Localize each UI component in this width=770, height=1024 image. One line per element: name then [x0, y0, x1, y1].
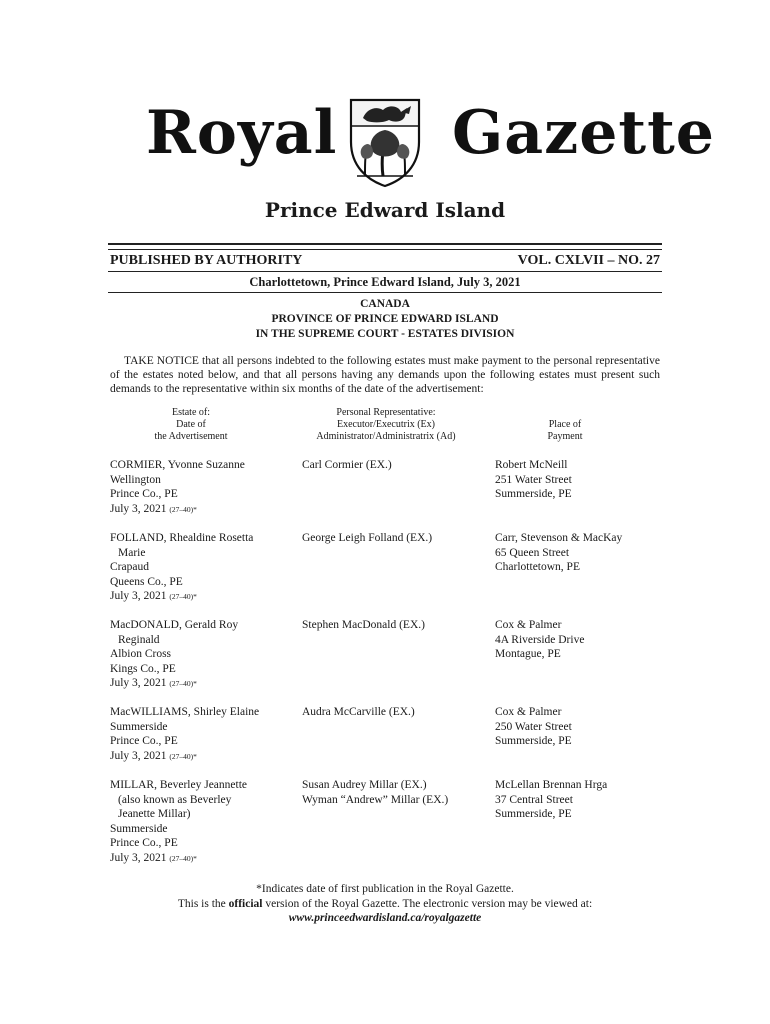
notice-paragraph: [110, 354, 660, 396]
publication-ref: (27–40)*: [169, 592, 197, 602]
representative-details: [302, 778, 492, 807]
estate-date-line: [110, 589, 295, 605]
estate-location: Crapaud: [110, 561, 149, 574]
footnote-asterisk: *Indicates date of first publication in the Royal Gazette.: [256, 883, 514, 895]
column-header-line: Place of: [548, 419, 582, 430]
estate-name: FOLLAND, Rhealdine Rosetta: [110, 532, 254, 544]
column-header-line: Administrator/Administratrix (Ad): [316, 431, 456, 442]
publication-ref: (27–40)*: [169, 853, 197, 863]
court-province: PROVINCE OF PRINCE EDWARD ISLAND: [271, 313, 499, 325]
representative-name: Stephen MacDonald (EX.): [302, 619, 425, 631]
publication-ref: (27–40)*: [169, 751, 197, 761]
column-header-line: Executor/Executrix (Ex): [336, 419, 435, 430]
publication-ref: (27–40)*: [169, 504, 197, 514]
payment-city: Summerside, PE: [495, 488, 572, 501]
estate-county: Prince Co., PE: [110, 735, 178, 748]
header-rule-top-thin: [108, 249, 662, 250]
court-country: CANADA: [360, 298, 410, 310]
estate-name: MacWILLIAMS, Shirley Elaine: [110, 706, 260, 718]
estate-alias: (also known as Beverley: [118, 793, 232, 806]
payment-details: [495, 618, 675, 662]
representative-name: Wyman “Andrew” Millar (EX.): [302, 793, 449, 806]
estate-date: July 3, 2021: [110, 851, 167, 864]
estate-details: [110, 458, 295, 517]
estate-name: MacDONALD, Gerald Roy: [110, 619, 239, 631]
estate-date: July 3, 2021: [110, 502, 167, 515]
representative-details: [302, 705, 492, 720]
representative-details: [302, 458, 492, 473]
column-header-line: the Advertisement: [154, 431, 228, 442]
estate-location: Summerside: [110, 720, 168, 733]
masthead-title-royal: Royal: [146, 98, 338, 168]
representative-name: Carl Cormier (EX.): [302, 459, 392, 471]
estate-date-line: [110, 851, 295, 867]
estate-name: MILLAR, Beverley Jeannette: [110, 779, 247, 791]
payment-city: Montague, PE: [495, 648, 561, 661]
payment-firm: McLellan Brennan Hrga: [495, 779, 608, 791]
masthead: [0, 92, 770, 192]
payment-details: [495, 458, 675, 502]
column-header-estate: [132, 407, 250, 443]
official-note-text: This is the: [177, 897, 229, 910]
estate-location: Wellington: [110, 473, 161, 486]
column-header-line: Estate of:: [171, 407, 211, 418]
estate-details: [110, 705, 295, 764]
payment-firm: Robert McNeill: [495, 459, 568, 471]
payment-address: 250 Water Street: [495, 720, 572, 733]
header-rule-top: [108, 243, 662, 245]
estate-location: Summerside: [110, 822, 168, 835]
payment-city: Charlottetown, PE: [495, 561, 580, 574]
official-version-note: [0, 897, 770, 912]
estate-date-line: [110, 749, 295, 765]
payment-details: [495, 778, 675, 822]
notice-text: TAKE NOTICE that all persons indebted to the following estates must make payment to the personal representative of the estates noted below, and that all persons having any demands upon the following estates must present such demands to the representative within six months of the date of the advertisement:: [110, 355, 660, 395]
masthead-title-gazette: Gazette: [452, 98, 715, 168]
column-header-line: Date of: [176, 419, 206, 430]
representative-details: [302, 618, 492, 633]
estate-alias-continued: Jeanette Millar): [118, 808, 191, 821]
estate-details: [110, 778, 295, 867]
estate-date-line: [110, 676, 295, 692]
volume-number: VOL. CXLVII – NO. 27: [517, 253, 660, 268]
column-header-line: Payment: [547, 431, 583, 442]
court-heading: [0, 297, 770, 342]
dateline: Charlottetown, Prince Edward Island, July 3, 2021: [249, 275, 521, 289]
representative-details: [302, 531, 492, 546]
estate-date: July 3, 2021: [110, 590, 167, 603]
estate-county: Queens Co., PE: [110, 575, 183, 588]
published-by-authority: PUBLISHED BY AUTHORITY: [110, 253, 303, 268]
official-emphasis: official: [228, 897, 263, 910]
estate-name: CORMIER, Yvonne Suzanne: [110, 459, 245, 471]
estate-details: [110, 618, 295, 692]
payment-address: 251 Water Street: [495, 473, 572, 486]
representative-name: George Leigh Folland (EX.): [302, 532, 433, 544]
estate-details: [110, 531, 295, 605]
payment-address: 37 Central Street: [495, 793, 573, 806]
payment-details: [495, 705, 675, 749]
estate-location: Albion Cross: [110, 648, 172, 661]
gazette-url-link[interactable]: www.princeedwardisland.ca/royalgazette: [288, 912, 482, 924]
masthead-subtitle: Prince Edward Island: [264, 198, 506, 222]
header-rule-middle: [108, 271, 662, 272]
payment-address: 4A Riverside Drive: [495, 633, 585, 646]
payment-details: [495, 531, 675, 575]
payment-address: 65 Queen Street: [495, 546, 570, 559]
column-header-payment: [520, 419, 610, 443]
payment-city: Summerside, PE: [495, 808, 572, 821]
estate-date-line: [110, 502, 295, 518]
estate-name-continued: Reginald: [118, 633, 160, 646]
estate-county: Kings Co., PE: [110, 662, 176, 675]
official-note-text: version of the Royal Gazette. The electronic version may be viewed at:: [262, 897, 593, 910]
representative-name: Audra McCarville (EX.): [302, 706, 415, 718]
payment-firm: Cox & Palmer: [495, 706, 562, 718]
header-rule-bottom: [108, 292, 662, 293]
estate-name-continued: Marie: [118, 546, 146, 559]
estate-date: July 3, 2021: [110, 677, 167, 690]
coat-of-arms-icon: [345, 96, 425, 188]
column-header-representative: [296, 407, 476, 443]
estate-date: July 3, 2021: [110, 749, 167, 762]
court-division: IN THE SUPREME COURT - ESTATES DIVISION: [255, 328, 515, 340]
payment-firm: Carr, Stevenson & MacKay: [495, 532, 623, 544]
estate-county: Prince Co., PE: [110, 488, 178, 501]
representative-name: Susan Audrey Millar (EX.): [302, 779, 427, 791]
estate-county: Prince Co., PE: [110, 837, 178, 850]
footer: [0, 882, 770, 926]
payment-city: Summerside, PE: [495, 735, 572, 748]
publication-ref: (27–40)*: [169, 679, 197, 689]
payment-firm: Cox & Palmer: [495, 619, 562, 631]
column-header-line: Personal Representative:: [336, 407, 436, 418]
